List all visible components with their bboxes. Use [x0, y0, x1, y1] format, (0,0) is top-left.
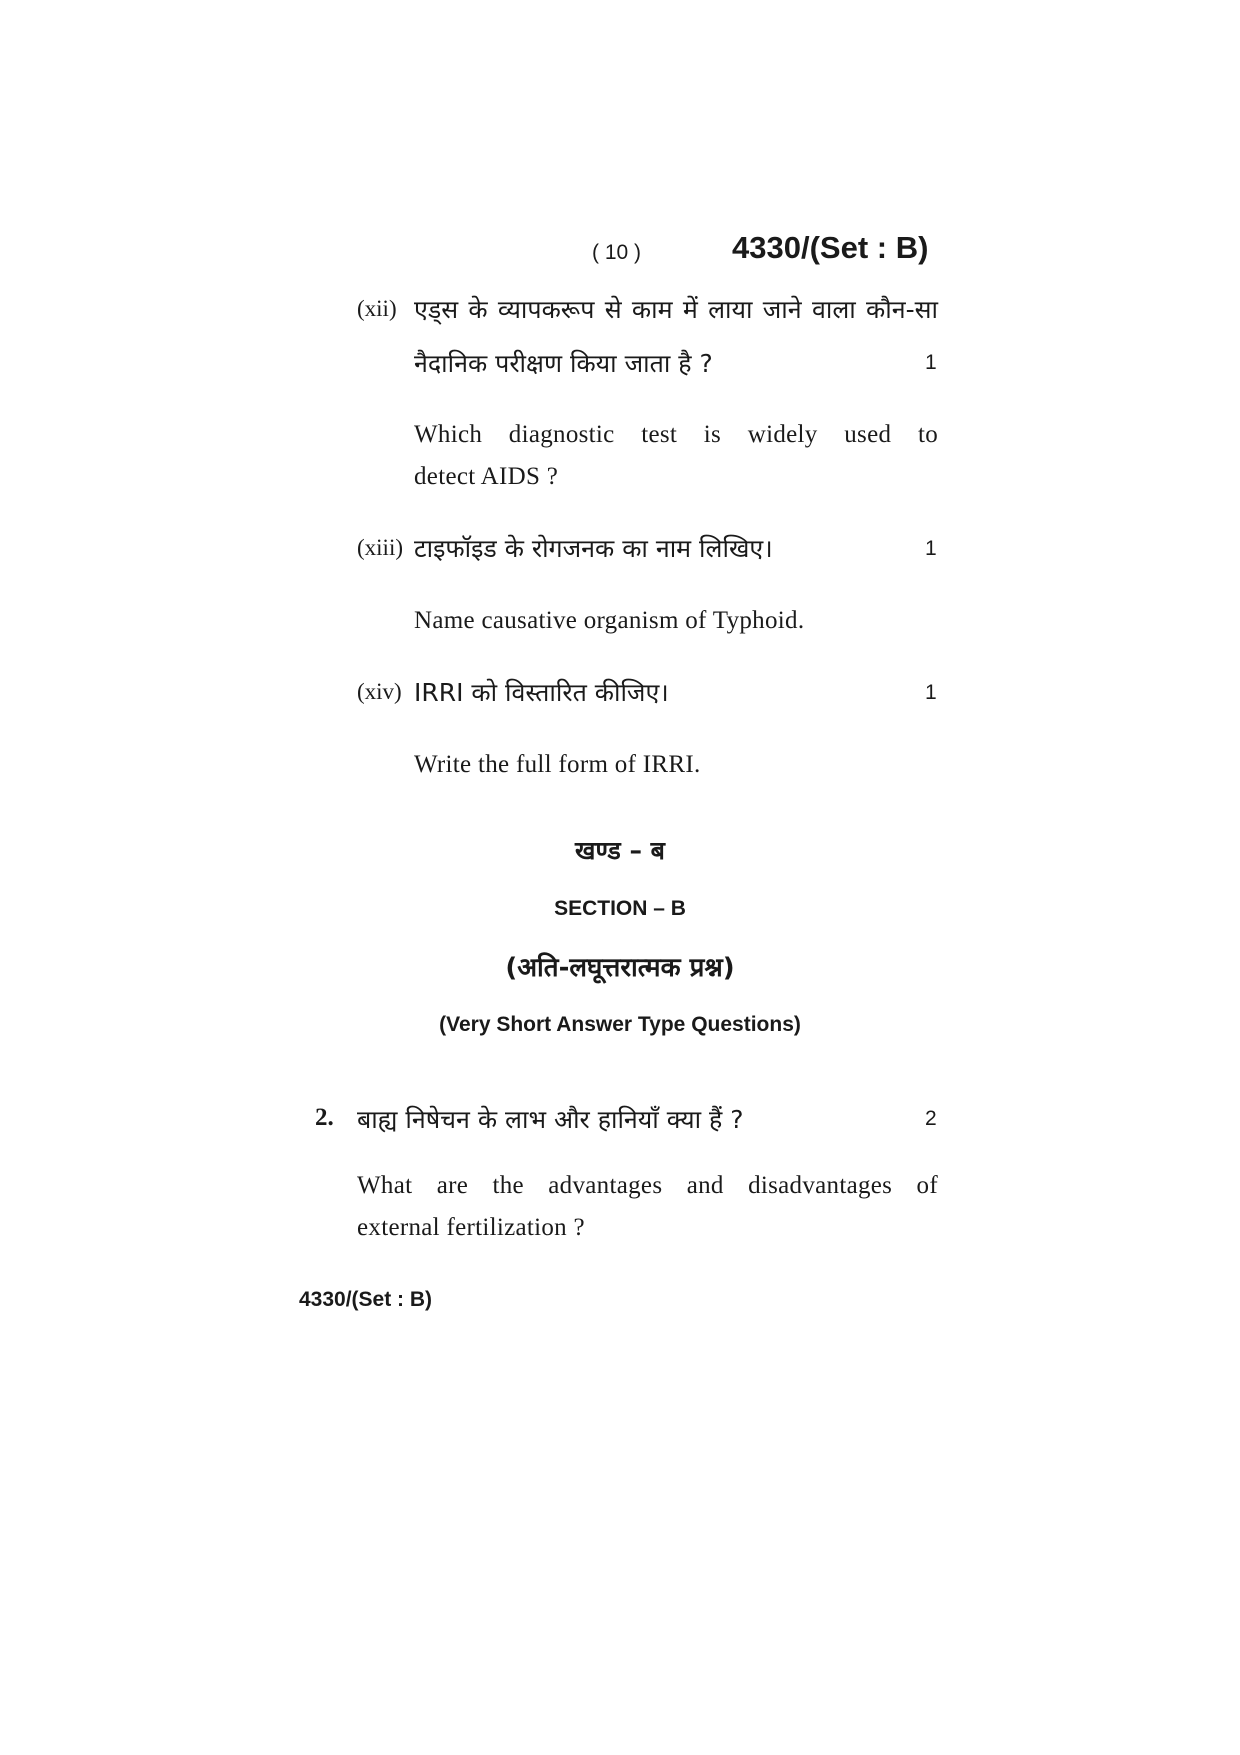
question-xiii-english: Name causative organism of Typhoid.: [414, 607, 805, 634]
question-xii-hindi-line1: एड्स के व्यापकरूप से काम में लाया जाने वाला कौन-सा: [414, 295, 938, 324]
question-xii-english-line2: detect AIDS ?: [414, 463, 559, 490]
page-number: ( 10 ): [592, 241, 642, 264]
paper-code-footer: 4330/(Set : B): [299, 1288, 433, 1311]
question-number-2: 2.: [315, 1104, 334, 1131]
question-xii-english-line1: Which diagnostic test is widely used to: [414, 421, 938, 448]
section-b-hindi-subtitle: (अति-लघूत्तरात्मक प्रश्न): [505, 953, 735, 983]
question-number-xiii: (xiii): [357, 535, 403, 560]
question-xiv-hindi: IRRI को विस्तारित कीजिए।: [414, 678, 669, 707]
question-xiii-marks: 1: [925, 537, 937, 560]
section-b-english-subtitle: (Very Short Answer Type Questions): [439, 1013, 801, 1036]
paper-code-header: 4330/(Set : B): [732, 230, 929, 265]
question-xiv-english: Write the full form of IRRI.: [414, 751, 701, 778]
question-xii-hindi-line2: नैदानिक परीक्षण किया जाता है ?: [414, 349, 713, 378]
question-xiv-marks: 1: [925, 681, 937, 704]
question-xii-marks: 1: [925, 351, 937, 374]
question-2-marks: 2: [925, 1107, 937, 1130]
question-2-hindi: बाह्य निषेचन के लाभ और हानियाँ क्या हैं ?: [357, 1105, 744, 1134]
question-2-english-line2: external fertilization ?: [357, 1214, 585, 1241]
question-xiii-hindi: टाइफॉइड के रोगजनक का नाम लिखिए।: [414, 534, 773, 563]
question-number-xiv: (xiv): [357, 679, 402, 704]
section-b-english-title: SECTION – B: [554, 897, 686, 920]
section-b-hindi-title: खण्ड – ब: [575, 836, 665, 865]
question-2-english-line1: What are the advantages and disadvantages of: [357, 1172, 938, 1199]
question-number-xii: (xii): [357, 296, 397, 321]
